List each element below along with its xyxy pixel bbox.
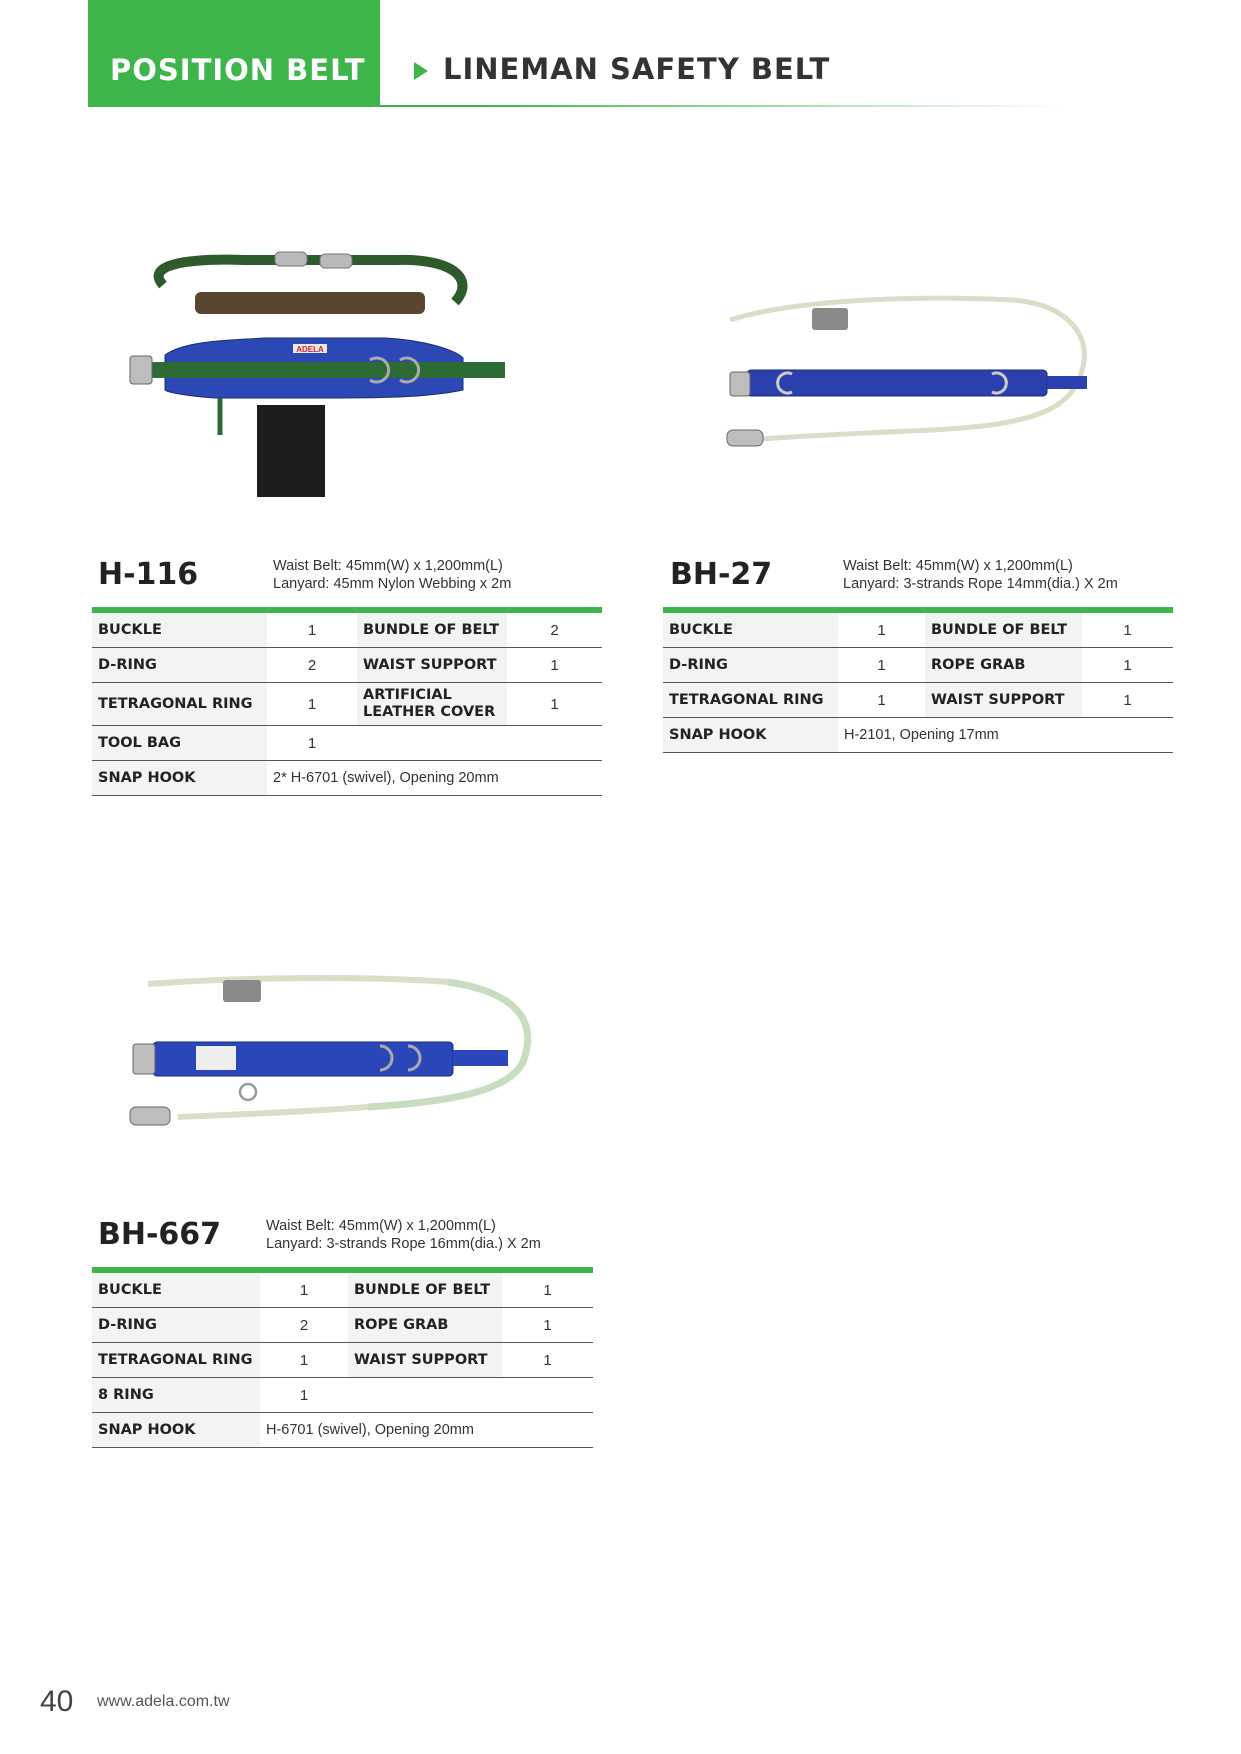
part-name: BUCKLE — [663, 610, 838, 648]
snap-hook-value: H-2101, Opening 17mm — [838, 718, 1173, 753]
part-name: D-RING — [92, 648, 267, 683]
part-qty: 2 — [260, 1308, 348, 1343]
part-qty: 1 — [1082, 648, 1173, 683]
part-qty: 1 — [838, 648, 925, 683]
table-row — [663, 648, 1173, 683]
table-row — [92, 1378, 593, 1413]
bh27-parts-table — [663, 607, 1173, 753]
part-name: TETRAGONAL RING — [92, 683, 267, 726]
empty-cell — [357, 726, 507, 761]
product-specs — [273, 557, 511, 593]
part-name: ROPE GRAB — [925, 648, 1082, 683]
spec-line: Lanyard: 3-strands Rope 14mm(dia.) X 2m — [843, 576, 1118, 592]
empty-cell — [502, 1378, 593, 1413]
part-name: TETRAGONAL RING — [663, 683, 838, 718]
part-name: TOOL BAG — [92, 726, 267, 761]
spec-line: Waist Belt: 45mm(W) x 1,200mm(L) — [273, 558, 503, 574]
part-name: ROPE GRAB — [348, 1308, 502, 1343]
bh27-product-image — [712, 290, 1102, 465]
part-qty: 1 — [507, 648, 602, 683]
part-name: WAIST SUPPORT — [348, 1343, 502, 1378]
page-title: LINEMAN SAFETY BELT — [443, 52, 831, 86]
bh667-parts-table — [92, 1267, 593, 1448]
product-model: BH-27 — [670, 557, 773, 592]
part-name: ARTIFICIAL LEATHER COVER — [357, 683, 507, 726]
spec-line: Lanyard: 45mm Nylon Webbing x 2m — [273, 576, 512, 592]
part-qty: 1 — [502, 1343, 593, 1378]
product-specs — [266, 1217, 541, 1253]
part-name: BUNDLE OF BELT — [348, 1270, 502, 1308]
part-qty: 1 — [838, 610, 925, 648]
part-name: SNAP HOOK — [92, 761, 267, 796]
part-name: BUNDLE OF BELT — [357, 610, 507, 648]
h116-product-image — [125, 240, 515, 510]
product-specs — [843, 557, 1118, 593]
part-name: BUCKLE — [92, 610, 267, 648]
part-name: BUNDLE OF BELT — [925, 610, 1082, 648]
product-model: H-116 — [98, 557, 199, 592]
part-name: TETRAGONAL RING — [92, 1343, 260, 1378]
spec-line: Waist Belt: 45mm(W) x 1,200mm(L) — [266, 1218, 496, 1234]
spec-line: Lanyard: 3-strands Rope 16mm(dia.) X 2m — [266, 1236, 541, 1252]
table-row — [92, 1308, 593, 1343]
part-qty: 1 — [267, 683, 357, 726]
part-name: SNAP HOOK — [92, 1413, 260, 1448]
category-title: POSITION BELT — [110, 53, 366, 87]
table-row — [663, 610, 1173, 648]
part-qty: 1 — [1082, 610, 1173, 648]
part-name: D-RING — [92, 1308, 260, 1343]
snap-hook-value: H-6701 (swivel), Opening 20mm — [260, 1413, 593, 1448]
part-qty: 2 — [507, 610, 602, 648]
part-qty: 1 — [502, 1270, 593, 1308]
bh667-product-image — [118, 962, 538, 1147]
category-banner — [88, 0, 380, 107]
empty-cell — [348, 1378, 502, 1413]
part-name: BUCKLE — [92, 1270, 260, 1308]
part-qty: 1 — [838, 683, 925, 718]
part-name: SNAP HOOK — [663, 718, 838, 753]
website-link[interactable]: www.adela.com.tw — [97, 1693, 230, 1710]
header-divider — [88, 105, 1063, 107]
page-number: 40 — [40, 1685, 74, 1718]
part-qty: 1 — [267, 726, 357, 761]
table-row — [92, 1343, 593, 1378]
table-row — [92, 1413, 593, 1448]
part-qty: 1 — [502, 1308, 593, 1343]
part-name: D-RING — [663, 648, 838, 683]
play-arrow-icon — [414, 62, 428, 80]
part-qty: 1 — [1082, 683, 1173, 718]
table-row — [92, 761, 602, 796]
part-qty: 1 — [260, 1378, 348, 1413]
table-row — [92, 683, 602, 726]
part-name: 8 RING — [92, 1378, 260, 1413]
snap-hook-value: 2* H-6701 (swivel), Opening 20mm — [267, 761, 602, 796]
brand-logo: ADELA — [296, 345, 324, 354]
part-qty: 1 — [507, 683, 602, 726]
empty-cell — [507, 726, 602, 761]
table-row — [92, 726, 602, 761]
part-qty: 1 — [267, 610, 357, 648]
part-name: WAIST SUPPORT — [357, 648, 507, 683]
part-name: WAIST SUPPORT — [925, 683, 1082, 718]
part-qty: 1 — [260, 1270, 348, 1308]
table-row — [92, 610, 602, 648]
table-row — [92, 1270, 593, 1308]
part-qty: 2 — [267, 648, 357, 683]
table-row — [663, 718, 1173, 753]
product-model: BH-667 — [98, 1217, 222, 1252]
part-qty: 1 — [260, 1343, 348, 1378]
spec-line: Waist Belt: 45mm(W) x 1,200mm(L) — [843, 558, 1073, 574]
table-row — [92, 648, 602, 683]
table-row — [663, 683, 1173, 718]
h116-parts-table — [92, 607, 602, 796]
